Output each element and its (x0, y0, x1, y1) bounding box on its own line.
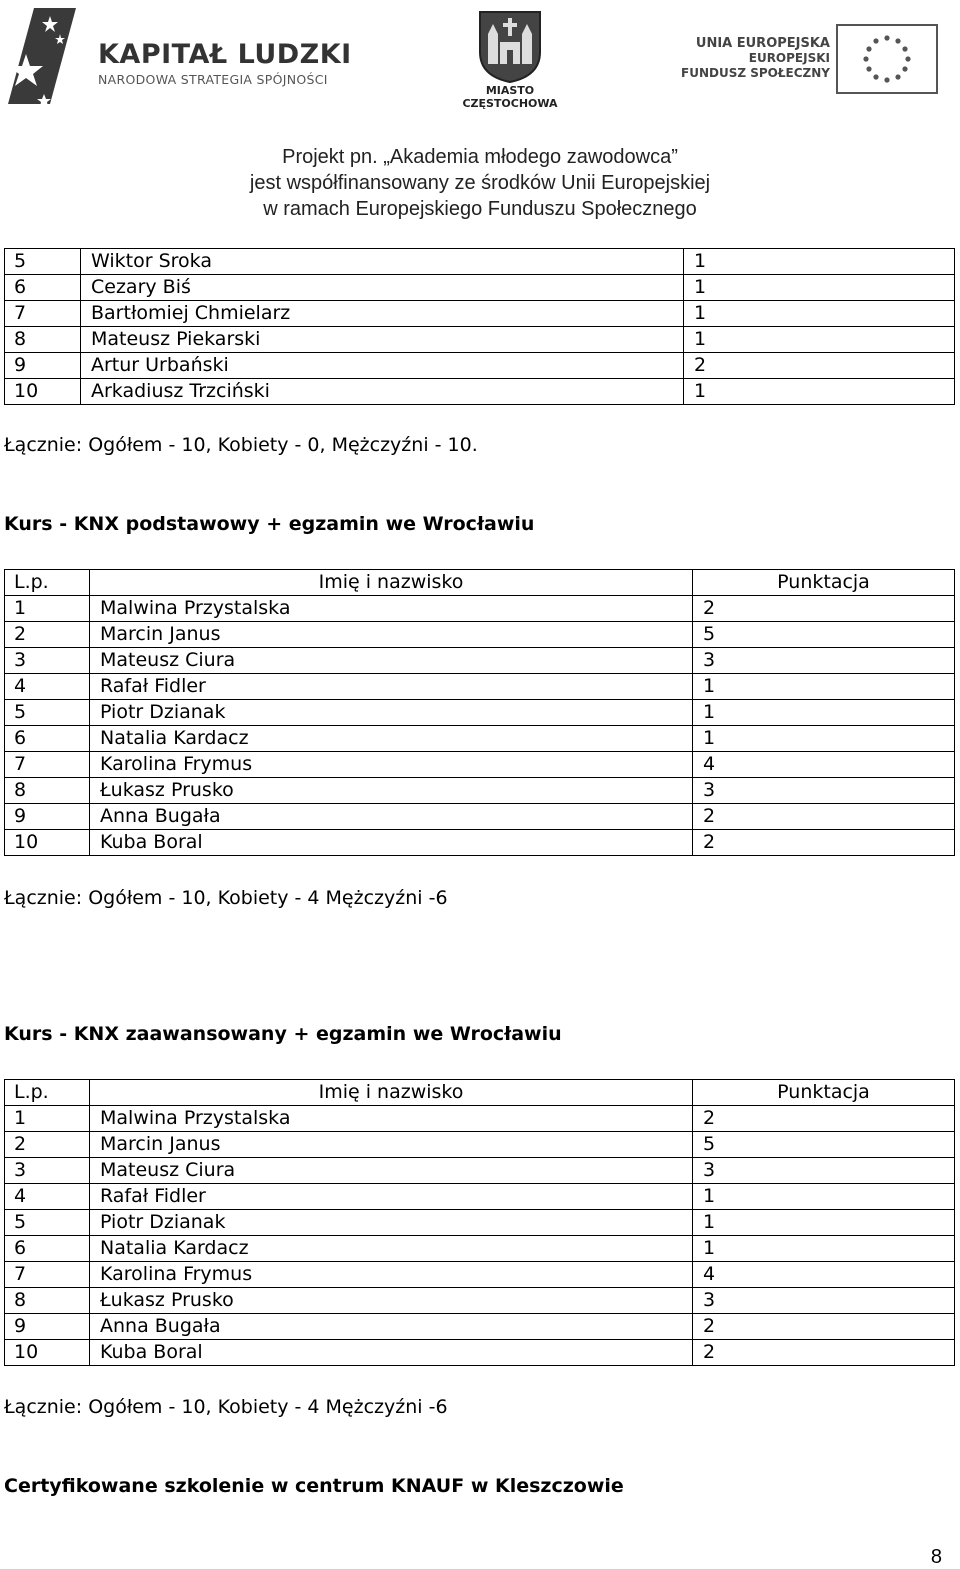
lp-cell: 10 (5, 379, 81, 405)
header-logos (0, 0, 960, 120)
header-name: Imię i nazwisko (90, 570, 693, 596)
table-header-row (5, 1080, 955, 1106)
name-cell: Piotr Dzianak (90, 700, 693, 726)
table-row (5, 275, 955, 301)
table-row (5, 1184, 955, 1210)
lp-cell: 4 (5, 1184, 90, 1210)
table-row (5, 1262, 955, 1288)
name-cell: Karolina Frymus (90, 752, 693, 778)
lp-cell: 7 (5, 1262, 90, 1288)
name-cell: Artur Urbański (81, 353, 684, 379)
score-cell: 1 (684, 301, 955, 327)
name-cell: Natalia Kardacz (90, 1236, 693, 1262)
table-header-row (5, 570, 955, 596)
lp-cell: 3 (5, 648, 90, 674)
eu-line-3: FUNDUSZ SPOŁECZNY (681, 66, 830, 80)
score-cell: 1 (693, 700, 955, 726)
score-cell: 4 (693, 1262, 955, 1288)
lp-cell: 10 (5, 1340, 90, 1366)
table-row (5, 1288, 955, 1314)
name-cell: Łukasz Prusko (90, 1288, 693, 1314)
section-heading-knx-basic: Kurs - KNX podstawowy + egzamin we Wrocławiu (4, 513, 535, 535)
lp-cell: 4 (5, 674, 90, 700)
score-cell: 3 (693, 778, 955, 804)
name-cell: Marcin Janus (90, 622, 693, 648)
participants-table-1 (4, 248, 955, 405)
name-cell: Mateusz Ciura (90, 1158, 693, 1184)
lp-cell: 3 (5, 1158, 90, 1184)
lp-cell: 9 (5, 804, 90, 830)
name-cell: Anna Bugała (90, 1314, 693, 1340)
project-line-3: w ramach Europejskiego Funduszu Społecznego (263, 198, 697, 220)
score-cell: 4 (693, 752, 955, 778)
table-row (5, 301, 955, 327)
score-cell: 2 (693, 596, 955, 622)
name-cell: Bartłomiej Chmielarz (81, 301, 684, 327)
czestochowa-city-label (450, 84, 570, 110)
lp-cell: 2 (5, 1132, 90, 1158)
kapital-ludzki-title: KAPITAŁ LUDZKI (98, 39, 352, 70)
score-cell: 1 (693, 1184, 955, 1210)
table-row (5, 327, 955, 353)
name-cell: Malwina Przystalska (90, 1106, 693, 1132)
score-cell: 1 (684, 275, 955, 301)
name-cell: Marcin Janus (90, 1132, 693, 1158)
table-row (5, 1158, 955, 1184)
score-cell: 1 (693, 1210, 955, 1236)
project-line-2: jest współfinansowany ze środków Unii Europejskiej (249, 172, 711, 194)
summary-knx-basic: Łącznie: Ogółem - 10, Kobiety - 4 Mężczyźni -6 (4, 887, 448, 909)
eu-fund-label (680, 36, 830, 81)
score-cell: 5 (693, 622, 955, 648)
score-cell: 2 (693, 1314, 955, 1340)
table-row (5, 379, 955, 405)
table-row (5, 622, 955, 648)
eu-flag-icon (836, 24, 938, 94)
score-cell: 1 (684, 327, 955, 353)
table-row (5, 1314, 955, 1340)
name-cell: Piotr Dzianak (90, 1210, 693, 1236)
table-row (5, 1340, 955, 1366)
score-cell: 1 (684, 249, 955, 275)
name-cell: Łukasz Prusko (90, 778, 693, 804)
kapital-ludzki-subtitle: NARODOWA STRATEGIA SPÓJNOŚCI (98, 72, 328, 87)
table-row (5, 830, 955, 856)
score-cell: 3 (693, 1288, 955, 1314)
summary-knx-advanced: Łącznie: Ogółem - 10, Kobiety - 4 Mężczyźni -6 (4, 1396, 448, 1418)
lp-cell: 7 (5, 752, 90, 778)
city-line-1: MIASTO (485, 84, 535, 97)
lp-cell: 1 (5, 596, 90, 622)
table-row (5, 700, 955, 726)
score-cell: 5 (693, 1132, 955, 1158)
lp-cell: 6 (5, 1236, 90, 1262)
lp-cell: 7 (5, 301, 81, 327)
table-row (5, 1210, 955, 1236)
page-number: 8 (930, 1546, 942, 1568)
score-cell: 2 (693, 1106, 955, 1132)
table-row (5, 726, 955, 752)
project-statement (0, 144, 960, 222)
name-cell: Cezary Biś (81, 275, 684, 301)
lp-cell: 5 (5, 249, 81, 275)
score-cell: 1 (684, 379, 955, 405)
section-heading-knauf: Certyfikowane szkolenie w centrum KNAUF w Kleszczowie (4, 1475, 624, 1497)
header-lp: L.p. (5, 1080, 90, 1106)
table-row (5, 1236, 955, 1262)
name-cell: Wiktor Sroka (81, 249, 684, 275)
score-cell: 2 (693, 804, 955, 830)
header-name: Imię i nazwisko (90, 1080, 693, 1106)
section-heading-knx-advanced: Kurs - KNX zaawansowany + egzamin we Wrocławiu (4, 1023, 562, 1045)
table-row (5, 1106, 955, 1132)
score-cell: 1 (693, 726, 955, 752)
header-lp: L.p. (5, 570, 90, 596)
score-cell: 2 (684, 353, 955, 379)
eu-line-1: UNIA EUROPEJSKA (695, 36, 830, 51)
name-cell: Rafał Fidler (90, 674, 693, 700)
eu-line-2: EUROPEJSKI (748, 51, 830, 65)
lp-cell: 8 (5, 1288, 90, 1314)
table-row (5, 1132, 955, 1158)
lp-cell: 9 (5, 353, 81, 379)
table-row (5, 353, 955, 379)
header-score: Punktacja (693, 1080, 955, 1106)
lp-cell: 8 (5, 327, 81, 353)
kapital-ludzki-logo-icon (4, 4, 80, 114)
project-line-1: Projekt pn. „Akademia młodego zawodowca” (282, 146, 678, 168)
participants-table-knx-advanced (4, 1079, 955, 1366)
table-row (5, 648, 955, 674)
lp-cell: 6 (5, 275, 81, 301)
score-cell: 2 (693, 830, 955, 856)
city-line-2: CZĘSTOCHOWA (462, 97, 558, 110)
table-row (5, 674, 955, 700)
lp-cell: 9 (5, 1314, 90, 1340)
participants-table-knx-basic (4, 569, 955, 856)
table-row (5, 778, 955, 804)
lp-cell: 6 (5, 726, 90, 752)
table-row (5, 249, 955, 275)
score-cell: 3 (693, 1158, 955, 1184)
name-cell: Mateusz Ciura (90, 648, 693, 674)
name-cell: Arkadiusz Trzciński (81, 379, 684, 405)
lp-cell: 2 (5, 622, 90, 648)
table-row (5, 596, 955, 622)
name-cell: Kuba Boral (90, 1340, 693, 1366)
lp-cell: 5 (5, 700, 90, 726)
name-cell: Natalia Kardacz (90, 726, 693, 752)
name-cell: Kuba Boral (90, 830, 693, 856)
score-cell: 1 (693, 1236, 955, 1262)
lp-cell: 8 (5, 778, 90, 804)
lp-cell: 1 (5, 1106, 90, 1132)
table-row (5, 752, 955, 778)
lp-cell: 5 (5, 1210, 90, 1236)
score-cell: 3 (693, 648, 955, 674)
name-cell: Rafał Fidler (90, 1184, 693, 1210)
czestochowa-crest-icon (474, 8, 546, 84)
kapital-ludzki-wordmark (98, 40, 352, 87)
lp-cell: 10 (5, 830, 90, 856)
name-cell: Karolina Frymus (90, 1262, 693, 1288)
name-cell: Malwina Przystalska (90, 596, 693, 622)
name-cell: Mateusz Piekarski (81, 327, 684, 353)
table-row (5, 804, 955, 830)
score-cell: 2 (693, 1340, 955, 1366)
score-cell: 1 (693, 674, 955, 700)
header-score: Punktacja (693, 570, 955, 596)
name-cell: Anna Bugała (90, 804, 693, 830)
summary-table-1: Łącznie: Ogółem - 10, Kobiety - 0, Mężczyźni - 10. (4, 434, 478, 456)
